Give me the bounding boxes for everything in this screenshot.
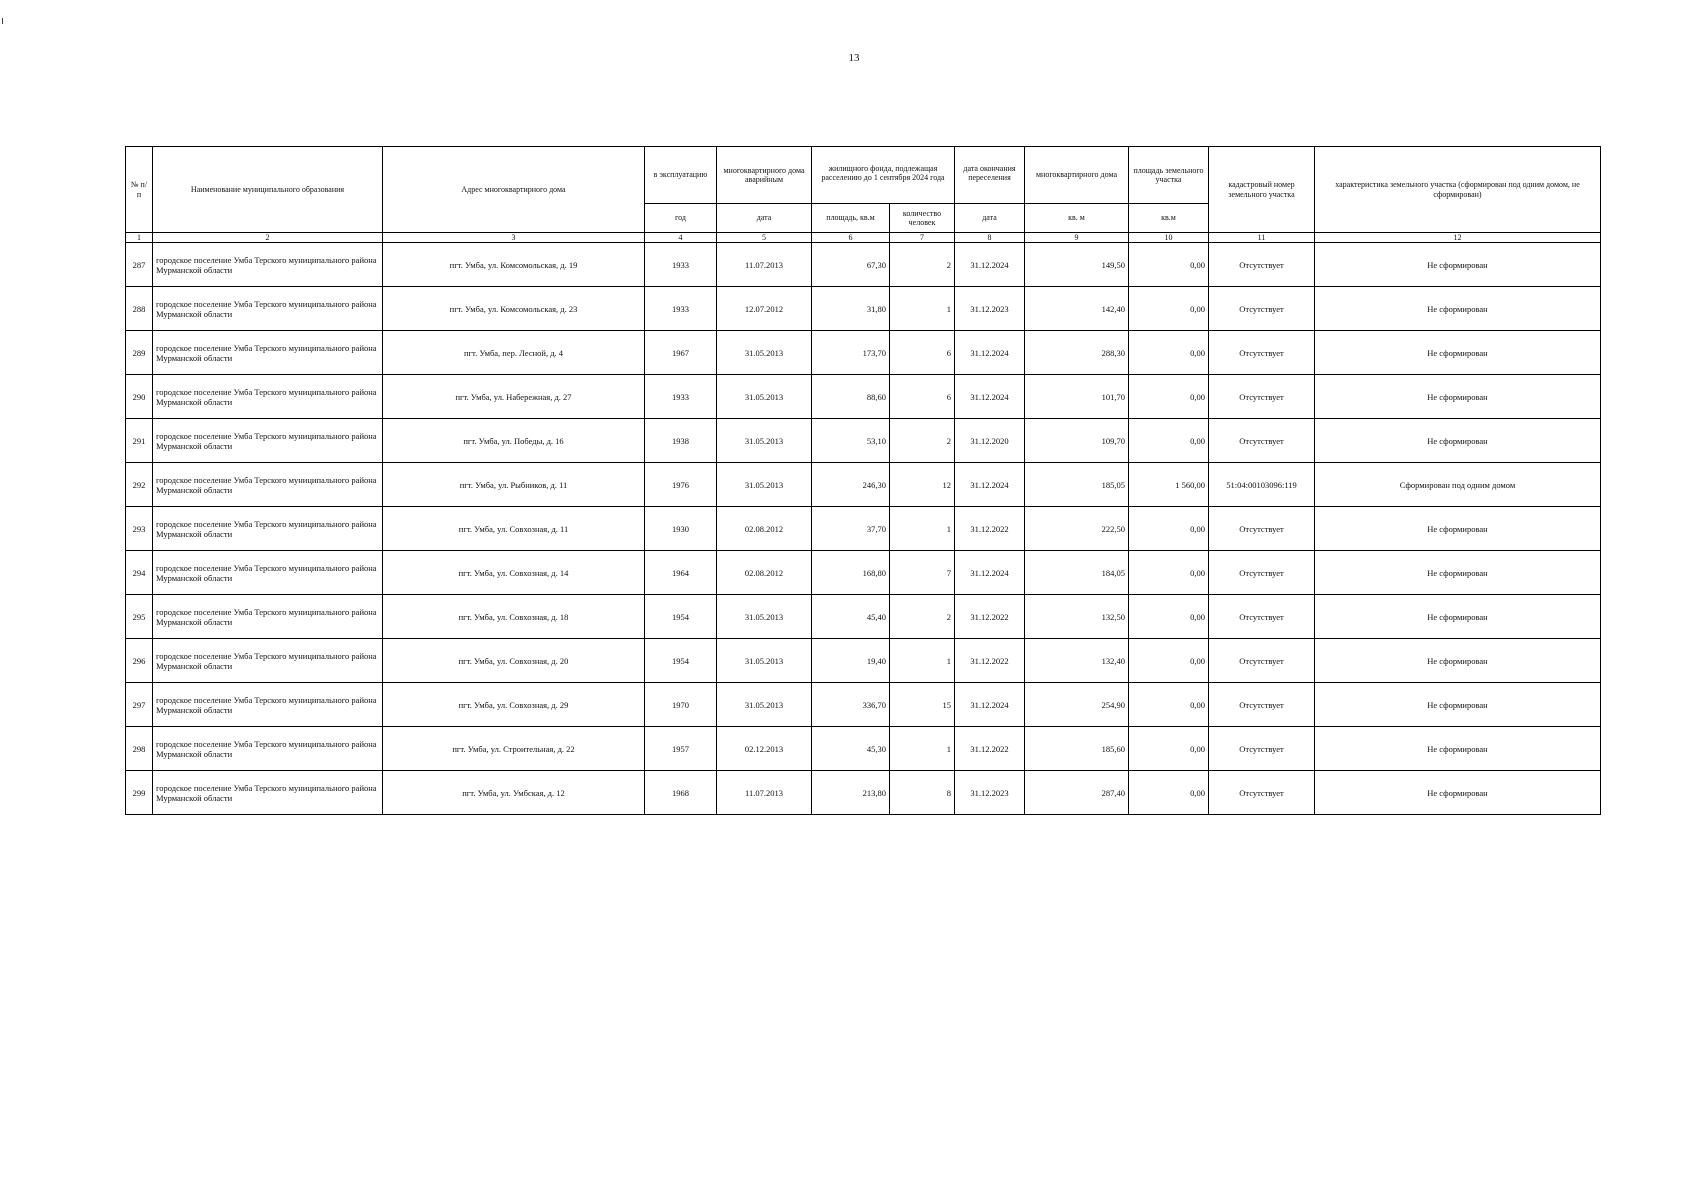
year-cell: 1976 (645, 463, 717, 507)
emergency-date-cell: 11.07.2013 (717, 243, 812, 287)
column-number: 5 (717, 233, 812, 243)
row-number-cell: 290 (126, 375, 153, 419)
land-status-cell: Не сформирован (1315, 639, 1601, 683)
address-cell: пгт. Умба, ул. Совхозная, д. 18 (383, 595, 645, 639)
end-date-cell: 31.12.2024 (955, 551, 1025, 595)
subheader-end-date: дата (955, 204, 1025, 233)
emergency-date-cell: 31.05.2013 (717, 331, 812, 375)
end-date-cell: 31.12.2022 (955, 639, 1025, 683)
address-cell: пгт. Умба, ул. Строительная, д. 22 (383, 727, 645, 771)
column-number: 8 (955, 233, 1025, 243)
emergency-date-cell: 02.08.2012 (717, 507, 812, 551)
people-cell: 6 (890, 331, 955, 375)
area-cell: 246,30 (812, 463, 890, 507)
area-cell: 88,60 (812, 375, 890, 419)
year-cell: 1967 (645, 331, 717, 375)
table-row (126, 287, 1601, 331)
municipality-cell: городское поселение Умба Терского муниципального района Мурманской области (153, 375, 383, 419)
end-date-cell: 31.12.2024 (955, 243, 1025, 287)
year-cell: 1938 (645, 419, 717, 463)
row-number-cell: 293 (126, 507, 153, 551)
column-number: 1 (126, 233, 153, 243)
emergency-date-cell: 31.05.2013 (717, 419, 812, 463)
land-area-cell: 0,00 (1129, 243, 1209, 287)
header-number: № п/п (126, 147, 153, 233)
end-date-cell: 31.12.2022 (955, 727, 1025, 771)
table-row (126, 727, 1601, 771)
table-row (126, 551, 1601, 595)
land-status-cell: Не сформирован (1315, 243, 1601, 287)
end-date-cell: 31.12.2022 (955, 507, 1025, 551)
people-cell: 8 (890, 771, 955, 815)
land-status-cell: Не сформирован (1315, 683, 1601, 727)
column-number-row (126, 233, 1601, 243)
row-number-cell: 287 (126, 243, 153, 287)
municipality-cell: городское поселение Умба Терского муниципального района Мурманской области (153, 463, 383, 507)
scan-mark (2, 18, 3, 24)
area-cell: 336,70 (812, 683, 890, 727)
column-number: 6 (812, 233, 890, 243)
area-cell: 19,40 (812, 639, 890, 683)
land-status-cell: Не сформирован (1315, 771, 1601, 815)
column-number: 11 (1209, 233, 1315, 243)
end-date-cell: 31.12.2020 (955, 419, 1025, 463)
municipality-cell: городское поселение Умба Терского муниципального района Мурманской области (153, 727, 383, 771)
land-status-cell: Не сформирован (1315, 595, 1601, 639)
municipality-cell: городское поселение Умба Терского муниципального района Мурманской области (153, 243, 383, 287)
header-house-area: многоквартирного дома (1025, 147, 1129, 204)
house-area-cell: 254,90 (1025, 683, 1129, 727)
year-cell: 1968 (645, 771, 717, 815)
address-cell: пгт. Умба, ул. Рыбников, д. 11 (383, 463, 645, 507)
emergency-date-cell: 31.05.2013 (717, 375, 812, 419)
house-area-cell: 109,70 (1025, 419, 1129, 463)
end-date-cell: 31.12.2024 (955, 375, 1025, 419)
area-cell: 173,70 (812, 331, 890, 375)
people-cell: 6 (890, 375, 955, 419)
table-row (126, 639, 1601, 683)
table-row (126, 243, 1601, 287)
land-area-cell: 0,00 (1129, 771, 1209, 815)
cadastral-cell: 51:04:00103096:119 (1209, 463, 1315, 507)
table-row (126, 419, 1601, 463)
header-resettlement-end (955, 147, 1025, 204)
table-body (126, 243, 1601, 815)
cadastral-cell: Отсутствует (1209, 727, 1315, 771)
municipality-cell: городское поселение Умба Терского муниципального района Мурманской области (153, 287, 383, 331)
people-cell: 15 (890, 683, 955, 727)
subheader-date: дата (717, 204, 812, 233)
municipality-cell: городское поселение Умба Терского муниципального района Мурманской области (153, 771, 383, 815)
cadastral-cell: Отсутствует (1209, 683, 1315, 727)
land-status-cell: Не сформирован (1315, 375, 1601, 419)
header-cadastral: кадастровый номер земельного участка (1209, 147, 1315, 233)
emergency-date-cell: 31.05.2013 (717, 595, 812, 639)
house-area-cell: 132,40 (1025, 639, 1129, 683)
year-cell: 1970 (645, 683, 717, 727)
row-number-cell: 295 (126, 595, 153, 639)
resettlement-table (125, 146, 1601, 815)
end-date-cell: 31.12.2023 (955, 287, 1025, 331)
area-cell: 37,70 (812, 507, 890, 551)
house-area-cell: 149,50 (1025, 243, 1129, 287)
table-header (126, 147, 1601, 243)
area-cell: 67,30 (812, 243, 890, 287)
house-area-cell: 287,40 (1025, 771, 1129, 815)
land-area-cell: 0,00 (1129, 419, 1209, 463)
header-municipality: Наименование муниципального образования (153, 147, 383, 233)
end-date-cell: 31.12.2024 (955, 331, 1025, 375)
municipality-cell: городское поселение Умба Терского муниципального района Мурманской области (153, 551, 383, 595)
header-resettlement-area (812, 147, 955, 204)
cadastral-cell: Отсутствует (1209, 331, 1315, 375)
year-cell: 1954 (645, 639, 717, 683)
end-date-cell: 31.12.2023 (955, 771, 1025, 815)
header-land-area: площадь земельного участка (1129, 147, 1209, 204)
address-cell: пгт. Умба, ул. Совхозная, д. 14 (383, 551, 645, 595)
land-area-cell: 0,00 (1129, 331, 1209, 375)
subheader-land-area-unit: кв.м (1129, 204, 1209, 233)
header-resettlement-area-text: жилищного фонда, подлежащая расселению до 1 сентября 2024 года (821, 163, 945, 182)
year-cell: 1954 (645, 595, 717, 639)
house-area-cell: 142,40 (1025, 287, 1129, 331)
address-cell: пгт. Умба, ул. Победы, д. 16 (383, 419, 645, 463)
end-date-cell: 31.12.2022 (955, 595, 1025, 639)
people-cell: 2 (890, 419, 955, 463)
municipality-cell: городское поселение Умба Терского муниципального района Мурманской области (153, 595, 383, 639)
emergency-date-cell: 11.07.2013 (717, 771, 812, 815)
house-area-cell: 132,50 (1025, 595, 1129, 639)
table-row (126, 683, 1601, 727)
area-cell: 53,10 (812, 419, 890, 463)
subheader-people: количество человек (890, 204, 955, 233)
row-number-cell: 289 (126, 331, 153, 375)
column-number: 12 (1315, 233, 1601, 243)
year-cell: 1933 (645, 287, 717, 331)
row-number-cell: 297 (126, 683, 153, 727)
municipality-cell: городское поселение Умба Терского муниципального района Мурманской области (153, 331, 383, 375)
header-land-status: характеристика земельного участка (сформирован под одним домом, не сформирован) (1315, 147, 1601, 233)
row-number-cell: 291 (126, 419, 153, 463)
year-cell: 1933 (645, 243, 717, 287)
table-row (126, 463, 1601, 507)
row-number-cell: 296 (126, 639, 153, 683)
year-cell: 1964 (645, 551, 717, 595)
column-number: 2 (153, 233, 383, 243)
house-area-cell: 222,50 (1025, 507, 1129, 551)
land-area-cell: 0,00 (1129, 639, 1209, 683)
land-area-cell: 0,00 (1129, 683, 1209, 727)
table-row (126, 595, 1601, 639)
people-cell: 1 (890, 287, 955, 331)
people-cell: 7 (890, 551, 955, 595)
land-status-cell: Не сформирован (1315, 727, 1601, 771)
cadastral-cell: Отсутствует (1209, 771, 1315, 815)
cadastral-cell: Отсутствует (1209, 419, 1315, 463)
people-cell: 2 (890, 243, 955, 287)
land-area-cell: 0,00 (1129, 507, 1209, 551)
people-cell: 2 (890, 595, 955, 639)
subheader-house-area-unit: кв. м (1025, 204, 1129, 233)
land-area-cell: 0,00 (1129, 595, 1209, 639)
page-number: 13 (848, 52, 860, 64)
address-cell: пгт. Умба, ул. Умбская, д. 12 (383, 771, 645, 815)
people-cell: 1 (890, 639, 955, 683)
header-address: Адрес многоквартирного дома (383, 147, 645, 233)
cadastral-cell: Отсутствует (1209, 243, 1315, 287)
emergency-date-cell: 31.05.2013 (717, 639, 812, 683)
subheader-year: год (645, 204, 717, 233)
address-cell: пгт. Умба, ул. Совхозная, д. 20 (383, 639, 645, 683)
column-number: 9 (1025, 233, 1129, 243)
municipality-cell: городское поселение Умба Терского муниципального района Мурманской области (153, 639, 383, 683)
house-area-cell: 184,05 (1025, 551, 1129, 595)
land-area-cell: 0,00 (1129, 375, 1209, 419)
emergency-date-cell: 31.05.2013 (717, 683, 812, 727)
address-cell: пгт. Умба, ул. Комсомольская, д. 23 (383, 287, 645, 331)
emergency-date-cell: 12.07.2012 (717, 287, 812, 331)
row-number-cell: 298 (126, 727, 153, 771)
address-cell: пгт. Умба, ул. Набережная, д. 27 (383, 375, 645, 419)
table-row (126, 771, 1601, 815)
land-status-cell: Сформирован под одним домом (1315, 463, 1601, 507)
cadastral-cell: Отсутствует (1209, 551, 1315, 595)
land-area-cell: 0,00 (1129, 551, 1209, 595)
column-number: 10 (1129, 233, 1209, 243)
area-cell: 45,40 (812, 595, 890, 639)
cadastral-cell: Отсутствует (1209, 287, 1315, 331)
header-commissioning: в эксплуатацию (645, 147, 717, 204)
cadastral-cell: Отсутствует (1209, 595, 1315, 639)
house-area-cell: 288,30 (1025, 331, 1129, 375)
area-cell: 168,80 (812, 551, 890, 595)
people-cell: 1 (890, 507, 955, 551)
row-number-cell: 294 (126, 551, 153, 595)
land-status-cell: Не сформирован (1315, 287, 1601, 331)
municipality-cell: городское поселение Умба Терского муниципального района Мурманской области (153, 507, 383, 551)
address-cell: пгт. Умба, ул. Совхозная, д. 29 (383, 683, 645, 727)
year-cell: 1933 (645, 375, 717, 419)
table-row (126, 375, 1601, 419)
house-area-cell: 185,05 (1025, 463, 1129, 507)
column-number: 4 (645, 233, 717, 243)
address-cell: пгт. Умба, пер. Лесной, д. 4 (383, 331, 645, 375)
row-number-cell: 292 (126, 463, 153, 507)
address-cell: пгт. Умба, ул. Комсомольская, д. 19 (383, 243, 645, 287)
row-number-cell: 299 (126, 771, 153, 815)
row-number-cell: 288 (126, 287, 153, 331)
land-status-cell: Не сформирован (1315, 551, 1601, 595)
table-row (126, 331, 1601, 375)
land-status-cell: Не сформирован (1315, 331, 1601, 375)
cadastral-cell: Отсутствует (1209, 375, 1315, 419)
municipality-cell: городское поселение Умба Терского муниципального района Мурманской области (153, 683, 383, 727)
subheader-area: площадь, кв.м (812, 204, 890, 233)
emergency-date-cell: 02.08.2012 (717, 551, 812, 595)
emergency-date-cell: 31.05.2013 (717, 463, 812, 507)
emergency-date-cell: 02.12.2013 (717, 727, 812, 771)
end-date-cell: 31.12.2024 (955, 683, 1025, 727)
year-cell: 1957 (645, 727, 717, 771)
header-emergency-recognition: многоквартирного дома аварийным (717, 147, 812, 204)
cadastral-cell: Отсутствует (1209, 639, 1315, 683)
cadastral-cell: Отсутствует (1209, 507, 1315, 551)
house-area-cell: 101,70 (1025, 375, 1129, 419)
area-cell: 31,80 (812, 287, 890, 331)
land-status-cell: Не сформирован (1315, 507, 1601, 551)
area-cell: 45,30 (812, 727, 890, 771)
land-area-cell: 1 560,00 (1129, 463, 1209, 507)
address-cell: пгт. Умба, ул. Совхозная, д. 11 (383, 507, 645, 551)
area-cell: 213,80 (812, 771, 890, 815)
people-cell: 1 (890, 727, 955, 771)
column-number: 7 (890, 233, 955, 243)
table-row (126, 507, 1601, 551)
year-cell: 1930 (645, 507, 717, 551)
house-area-cell: 185,60 (1025, 727, 1129, 771)
people-cell: 12 (890, 463, 955, 507)
end-date-cell: 31.12.2024 (955, 463, 1025, 507)
municipality-cell: городское поселение Умба Терского муниципального района Мурманской области (153, 419, 383, 463)
column-number: 3 (383, 233, 645, 243)
land-area-cell: 0,00 (1129, 727, 1209, 771)
header-resettlement-end-text: дата окончания переселения (963, 163, 1016, 182)
land-status-cell: Не сформирован (1315, 419, 1601, 463)
land-area-cell: 0,00 (1129, 287, 1209, 331)
